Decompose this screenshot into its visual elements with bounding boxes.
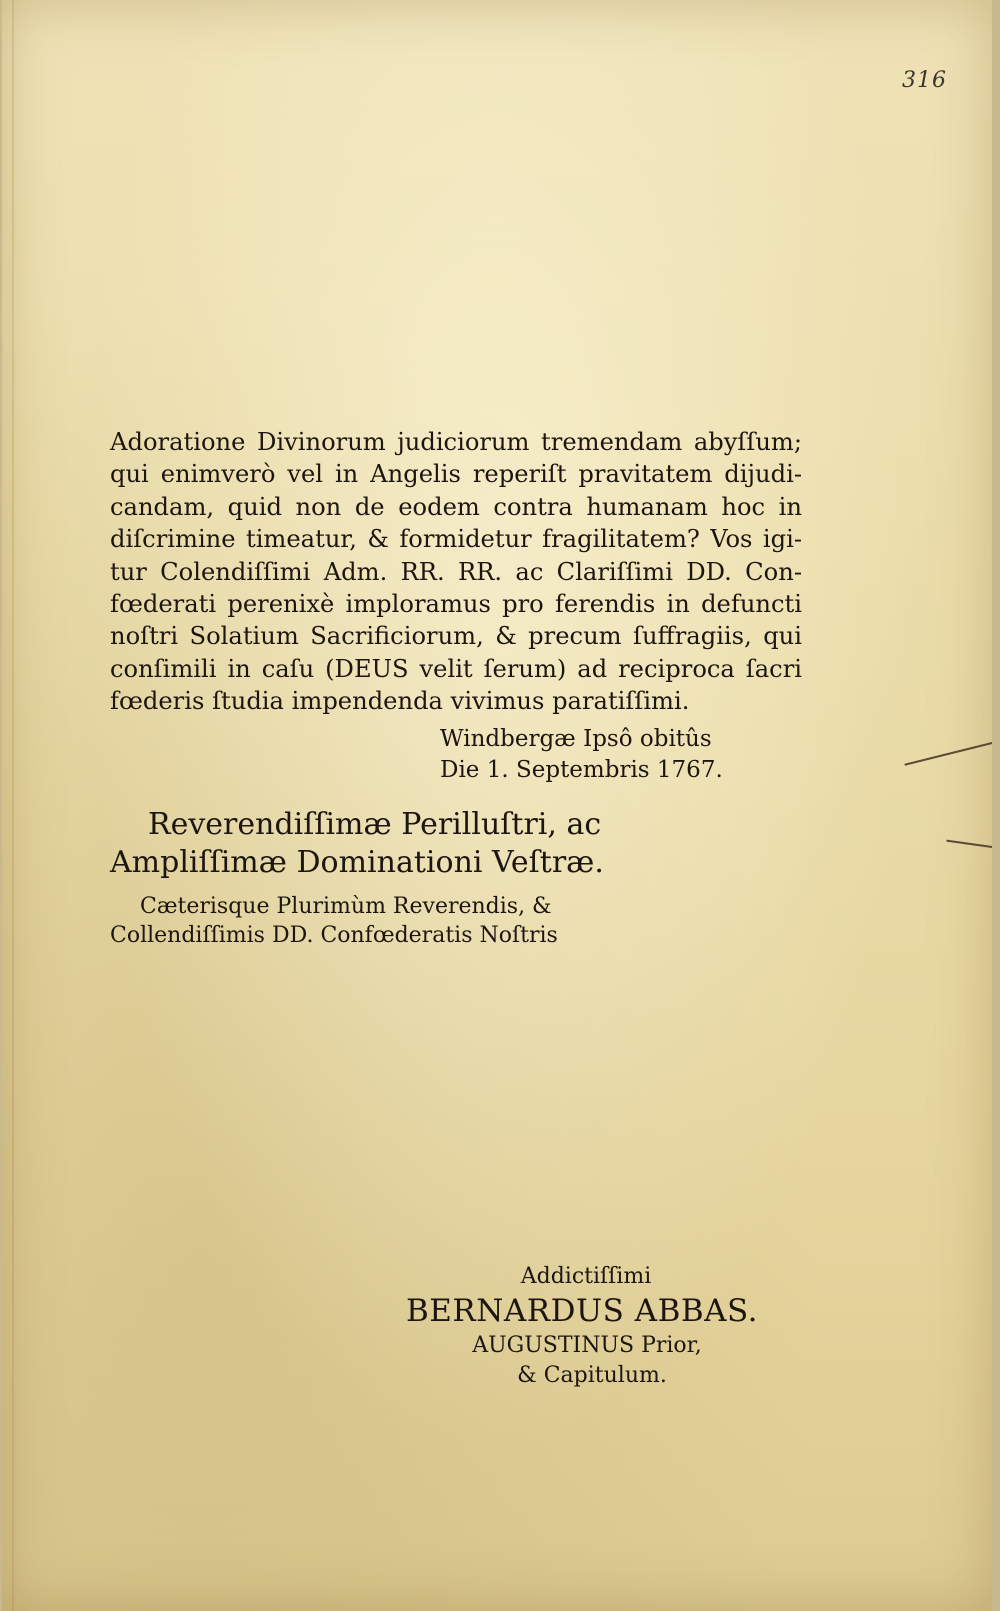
date-line: Die 1. Septembris 1767. bbox=[440, 757, 723, 783]
body-line: Adoratione Divinorum judiciorum tremendam abyſſum; bbox=[110, 428, 802, 456]
body-line: qui enimverò vel in Angelis reperiſt pravitatem dijudi- bbox=[110, 460, 802, 489]
body-line: noſtri Solatium Sacrificiorum, & precum ſuffragiis, qui bbox=[110, 622, 802, 651]
paper-crease bbox=[904, 742, 992, 766]
salutation-line: Ampliſſimæ Dominationi Veſtræ. bbox=[110, 845, 604, 880]
body-line: diſcrimine timeatur, & formidetur fragilitatem? Vos igi- bbox=[110, 525, 802, 554]
place-date bbox=[440, 724, 723, 786]
address-line: Cæterisque Plurimùm Reverendis, & bbox=[140, 894, 552, 919]
body-line: fœderati perenixè imploramus pro ferendis in defuncti bbox=[110, 590, 802, 619]
body-line: candam, quid non de eodem contra humanam hoc in bbox=[110, 492, 802, 521]
signatory-chapter: & Capitulum. bbox=[517, 1363, 667, 1388]
paper-crease bbox=[946, 840, 992, 848]
body-line: conſimili in caſu (DEUS velit ſerum) ad reciproca ſacri bbox=[110, 654, 802, 683]
document-page bbox=[2, 0, 992, 1611]
salutation-line: Reverendiſſimæ Perilluſtri, ac bbox=[148, 807, 602, 842]
signatory-abbot: BERNARDUS ABBAS. bbox=[406, 1293, 758, 1329]
signature-block bbox=[372, 1263, 792, 1391]
body-paragraph bbox=[110, 426, 802, 718]
place-line: Windbergæ Ipsô obitûs bbox=[440, 726, 712, 752]
body-line: tur Colendiſſimi Adm. RR. RR. ac Clariſſimi DD. Con- bbox=[110, 557, 802, 586]
signatory-prior: AUGUSTINUS Prior, bbox=[472, 1333, 702, 1358]
body-line: fœderis ſtudia impendenda vivimus paratiſſimi. bbox=[110, 687, 690, 716]
address-line: Collendiſſimis DD. Confœderatis Noſtris bbox=[110, 923, 558, 948]
page-edge-shadow bbox=[12, 0, 15, 1611]
salutation bbox=[110, 806, 604, 882]
page-number: 316 bbox=[902, 68, 947, 93]
closing-word: Addictiſſimi bbox=[520, 1264, 652, 1289]
address-lines bbox=[110, 892, 558, 950]
